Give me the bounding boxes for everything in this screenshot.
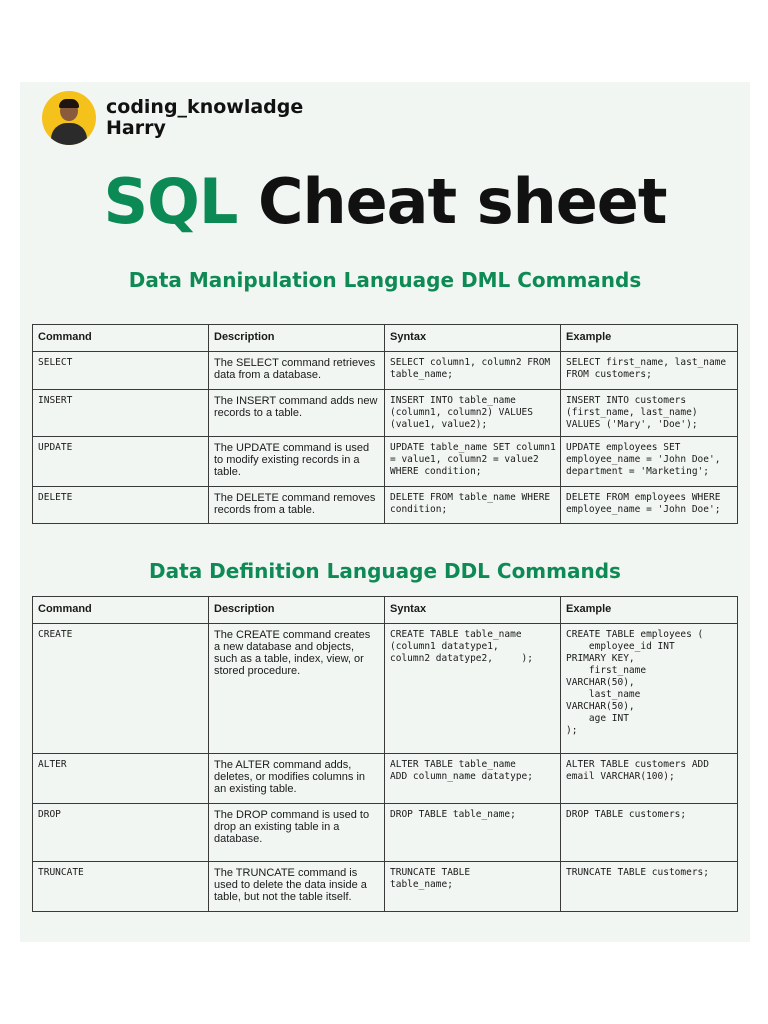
table-row <box>33 390 738 437</box>
example-cell: UPDATE employees SET employee_name = 'John Doe', department = 'Marketing'; <box>561 437 738 487</box>
example-cell: TRUNCATE TABLE customers; <box>561 862 738 912</box>
description-cell: The DROP command is used to drop an existing table in a database. <box>209 804 385 862</box>
command-cell: SELECT <box>33 352 209 390</box>
description-cell: The TRUNCATE command is used to delete the data inside a table, but not the table itself. <box>209 862 385 912</box>
command-cell: INSERT <box>33 390 209 437</box>
syntax-cell: ALTER TABLE table_name ADD column_name datatype; <box>385 754 561 804</box>
example-cell: ALTER TABLE customers ADD email VARCHAR(100); <box>561 754 738 804</box>
command-cell: DROP <box>33 804 209 862</box>
description-cell: The INSERT command adds new records to a table. <box>209 390 385 437</box>
command-cell: UPDATE <box>33 437 209 487</box>
avatar-hair-shape <box>59 99 79 108</box>
description-cell: The ALTER command adds, deletes, or modifies columns in an existing table. <box>209 754 385 804</box>
ddl-header-row <box>33 597 738 624</box>
table-row <box>33 804 738 862</box>
header-example: Example <box>561 597 738 624</box>
table-row <box>33 862 738 912</box>
table-row <box>33 352 738 390</box>
syntax-cell: TRUNCATE TABLE table_name; <box>385 862 561 912</box>
description-cell: The UPDATE command is used to modify existing records in a table. <box>209 437 385 487</box>
header-command: Command <box>33 597 209 624</box>
syntax-cell: DELETE FROM table_name WHERE condition; <box>385 487 561 524</box>
page-title <box>20 162 750 242</box>
author-name: Harry <box>106 117 166 139</box>
dml-section-title: Data Manipulation Language DML Commands <box>128 268 642 292</box>
example-cell: SELECT first_name, last_name FROM customers; <box>561 352 738 390</box>
syntax-cell: CREATE TABLE table_name (column1 datatype1, column2 datatype2, ); <box>385 624 561 754</box>
example-cell: DELETE FROM employees WHERE employee_name = 'John Doe'; <box>561 487 738 524</box>
syntax-cell: SELECT column1, column2 FROM table_name; <box>385 352 561 390</box>
header-command: Command <box>33 325 209 352</box>
cheat-sheet-card <box>20 82 750 942</box>
header-example: Example <box>561 325 738 352</box>
command-cell: DELETE <box>33 487 209 524</box>
syntax-cell: UPDATE table_name SET column1 = value1, column2 = value2 WHERE condition; <box>385 437 561 487</box>
example-cell: CREATE TABLE employees ( employee_id INT PRIMARY KEY, first_name VARCHAR(50), last_name VARCHAR(50), age INT ); <box>561 624 738 754</box>
author-names <box>106 97 303 139</box>
command-cell: ALTER <box>33 754 209 804</box>
table-row <box>33 624 738 754</box>
author-handle: coding_knowladge <box>106 96 304 118</box>
command-cell: CREATE <box>33 624 209 754</box>
description-cell: The SELECT command retrieves data from a database. <box>209 352 385 390</box>
description-cell: The CREATE command creates a new database and objects, such as a table, index, view, or stored procedure. <box>209 624 385 754</box>
example-cell: DROP TABLE customers; <box>561 804 738 862</box>
dml-header-row <box>33 325 738 352</box>
header-syntax: Syntax <box>385 325 561 352</box>
avatar <box>42 91 96 145</box>
description-cell: The DELETE command removes records from a table. <box>209 487 385 524</box>
dml-table <box>32 324 738 524</box>
author-profile <box>42 91 303 145</box>
syntax-cell: INSERT INTO table_name (column1, column2) VALUES (value1, value2); <box>385 390 561 437</box>
avatar-body-shape <box>51 123 87 145</box>
table-row <box>33 487 738 524</box>
table-row <box>33 437 738 487</box>
title-sql: SQL <box>103 165 238 238</box>
header-description: Description <box>209 597 385 624</box>
ddl-table <box>32 596 738 912</box>
table-row <box>33 754 738 804</box>
title-cheat-sheet: Cheat sheet <box>237 165 667 238</box>
example-cell: INSERT INTO customers (first_name, last_name) VALUES ('Mary', 'Doe'); <box>561 390 738 437</box>
header-syntax: Syntax <box>385 597 561 624</box>
ddl-section-title: Data Definition Language DDL Commands <box>149 559 621 583</box>
syntax-cell: DROP TABLE table_name; <box>385 804 561 862</box>
header-description: Description <box>209 325 385 352</box>
command-cell: TRUNCATE <box>33 862 209 912</box>
